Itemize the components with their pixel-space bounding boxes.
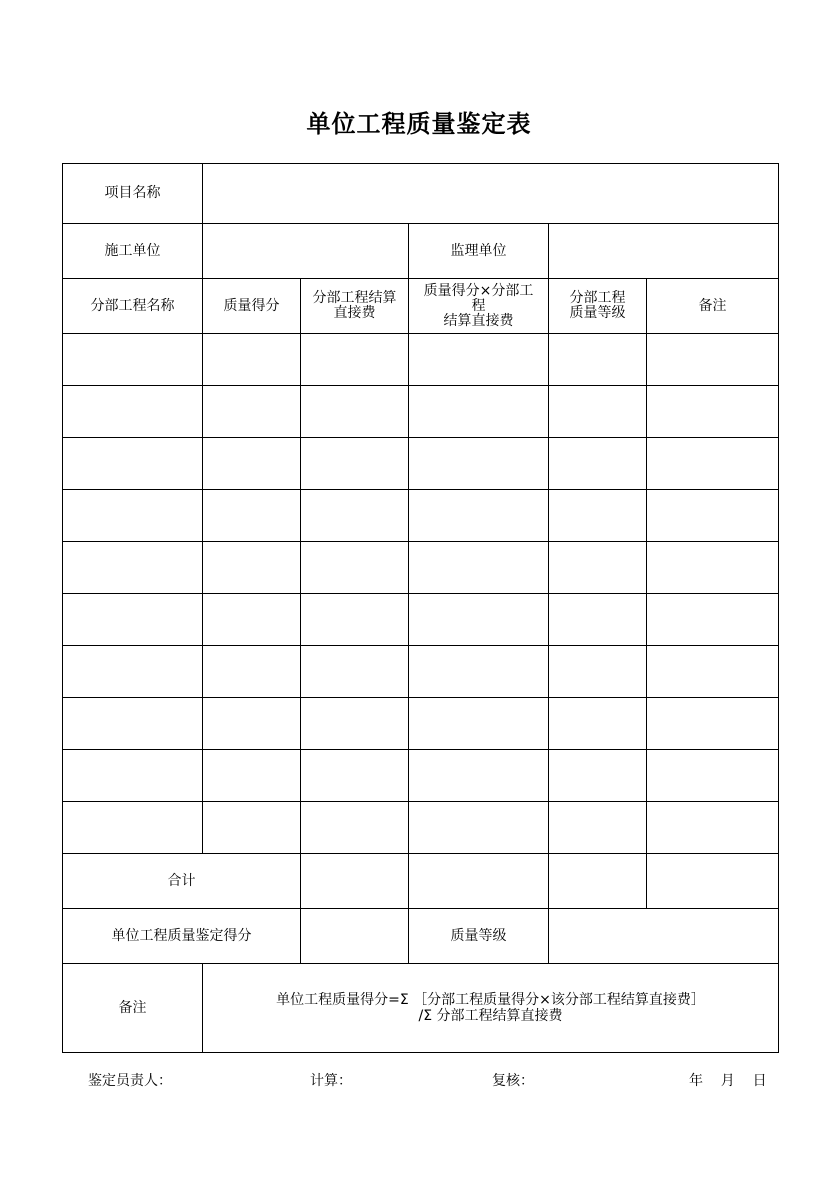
table-cell[interactable] — [203, 698, 301, 750]
table-cell[interactable] — [203, 802, 301, 854]
review-label: 复核： — [492, 1073, 534, 1089]
table-cell[interactable] — [409, 334, 549, 386]
table-cell[interactable] — [203, 542, 301, 594]
table-cell[interactable] — [301, 750, 409, 802]
table-cell[interactable] — [301, 698, 409, 750]
table-cell[interactable] — [63, 438, 203, 490]
project-name-label: 项目名称 — [63, 164, 203, 224]
table-cell[interactable] — [301, 490, 409, 542]
table-cell[interactable] — [301, 386, 409, 438]
table-cell[interactable] — [549, 750, 647, 802]
remarks-label: 备注 — [63, 964, 203, 1053]
table-cell[interactable] — [549, 438, 647, 490]
total-settlement-cost[interactable] — [301, 854, 409, 909]
unit-score-value[interactable] — [301, 909, 409, 964]
supervision-unit-label: 监理单位 — [409, 224, 549, 279]
header-quality-score: 质量得分 — [203, 279, 301, 334]
table-cell[interactable] — [549, 334, 647, 386]
table-cell[interactable] — [409, 750, 549, 802]
table-cell[interactable] — [647, 542, 779, 594]
table-row — [63, 698, 779, 750]
table-cell[interactable] — [549, 386, 647, 438]
header-score-times-cost: 质量得分×分部工 程 结算直接费 — [409, 279, 549, 334]
units-row — [63, 224, 779, 279]
table-cell[interactable] — [63, 386, 203, 438]
table-cell[interactable] — [409, 646, 549, 698]
unit-score-row — [63, 909, 779, 964]
table-cell[interactable] — [63, 646, 203, 698]
table-cell[interactable] — [409, 698, 549, 750]
project-name-value[interactable] — [203, 164, 779, 224]
table-cell[interactable] — [63, 802, 203, 854]
table-cell[interactable] — [409, 438, 549, 490]
remarks-row — [63, 964, 779, 1053]
table-cell[interactable] — [301, 542, 409, 594]
supervision-unit-value[interactable] — [549, 224, 779, 279]
table-cell[interactable] — [203, 594, 301, 646]
table-row — [63, 542, 779, 594]
formula-text: 单位工程质量得分=Σ ［分部工程质量得分×该分部工程结算直接费］ /Σ 分部工程结算直接费 — [276, 992, 705, 1024]
table-cell[interactable] — [301, 646, 409, 698]
table-cell[interactable] — [647, 646, 779, 698]
table-cell[interactable] — [409, 386, 549, 438]
table-cell[interactable] — [647, 750, 779, 802]
table-row — [63, 594, 779, 646]
table-cell[interactable] — [203, 334, 301, 386]
header-remarks: 备注 — [647, 279, 779, 334]
table-cell[interactable] — [647, 490, 779, 542]
table-row — [63, 750, 779, 802]
table-cell[interactable] — [409, 490, 549, 542]
table-cell[interactable] — [549, 802, 647, 854]
header-division-name: 分部工程名称 — [63, 279, 203, 334]
table-cell[interactable] — [63, 594, 203, 646]
table-cell[interactable] — [203, 438, 301, 490]
table-cell[interactable] — [647, 698, 779, 750]
quality-grade-value[interactable] — [549, 909, 779, 964]
table-cell[interactable] — [647, 802, 779, 854]
table-row — [63, 438, 779, 490]
table-row — [63, 802, 779, 854]
table-cell[interactable] — [647, 594, 779, 646]
table-cell[interactable] — [549, 646, 647, 698]
table-cell[interactable] — [409, 594, 549, 646]
table-cell[interactable] — [409, 542, 549, 594]
page-title: 单位工程质量鉴定表 — [306, 109, 532, 138]
table-row — [63, 646, 779, 698]
total-remarks[interactable] — [647, 854, 779, 909]
total-score-times-cost[interactable] — [409, 854, 549, 909]
table-cell[interactable] — [203, 750, 301, 802]
table-row — [63, 490, 779, 542]
calculation-label: 计算： — [310, 1073, 352, 1089]
header-row — [63, 279, 779, 334]
table-cell[interactable] — [63, 542, 203, 594]
table-cell[interactable] — [203, 490, 301, 542]
table-cell[interactable] — [549, 490, 647, 542]
table-cell[interactable] — [549, 698, 647, 750]
table-cell[interactable] — [301, 334, 409, 386]
table-cell[interactable] — [63, 490, 203, 542]
table-cell[interactable] — [203, 386, 301, 438]
project-name-row — [63, 164, 779, 224]
table-cell[interactable] — [647, 334, 779, 386]
table-cell[interactable] — [647, 386, 779, 438]
table-cell[interactable] — [301, 802, 409, 854]
quality-grade-label: 质量等级 — [409, 909, 549, 964]
table-row — [63, 386, 779, 438]
unit-score-label: 单位工程质量鉴定得分 — [63, 909, 301, 964]
table-cell[interactable] — [549, 594, 647, 646]
total-quality-grade[interactable] — [549, 854, 647, 909]
table-cell[interactable] — [301, 438, 409, 490]
appraiser-label: 鉴定员责人： — [88, 1073, 172, 1089]
table-cell[interactable] — [63, 334, 203, 386]
table-row — [63, 334, 779, 386]
table-cell[interactable] — [549, 542, 647, 594]
table-cell[interactable] — [63, 698, 203, 750]
table-cell[interactable] — [647, 438, 779, 490]
remarks-formula — [203, 964, 779, 1053]
total-label: 合计 — [63, 854, 301, 909]
header-settlement-cost: 分部工程结算 直接费 — [301, 279, 409, 334]
construction-unit-label: 施工单位 — [63, 224, 203, 279]
construction-unit-value[interactable] — [203, 224, 409, 279]
table-cell[interactable] — [203, 646, 301, 698]
table-cell[interactable] — [409, 802, 549, 854]
table-cell[interactable] — [63, 750, 203, 802]
date-label: 年 月 日 — [689, 1073, 767, 1089]
table-cell[interactable] — [301, 594, 409, 646]
header-quality-grade: 分部工程 质量等级 — [549, 279, 647, 334]
quality-appraisal-table — [62, 163, 779, 1053]
total-row — [63, 854, 779, 909]
